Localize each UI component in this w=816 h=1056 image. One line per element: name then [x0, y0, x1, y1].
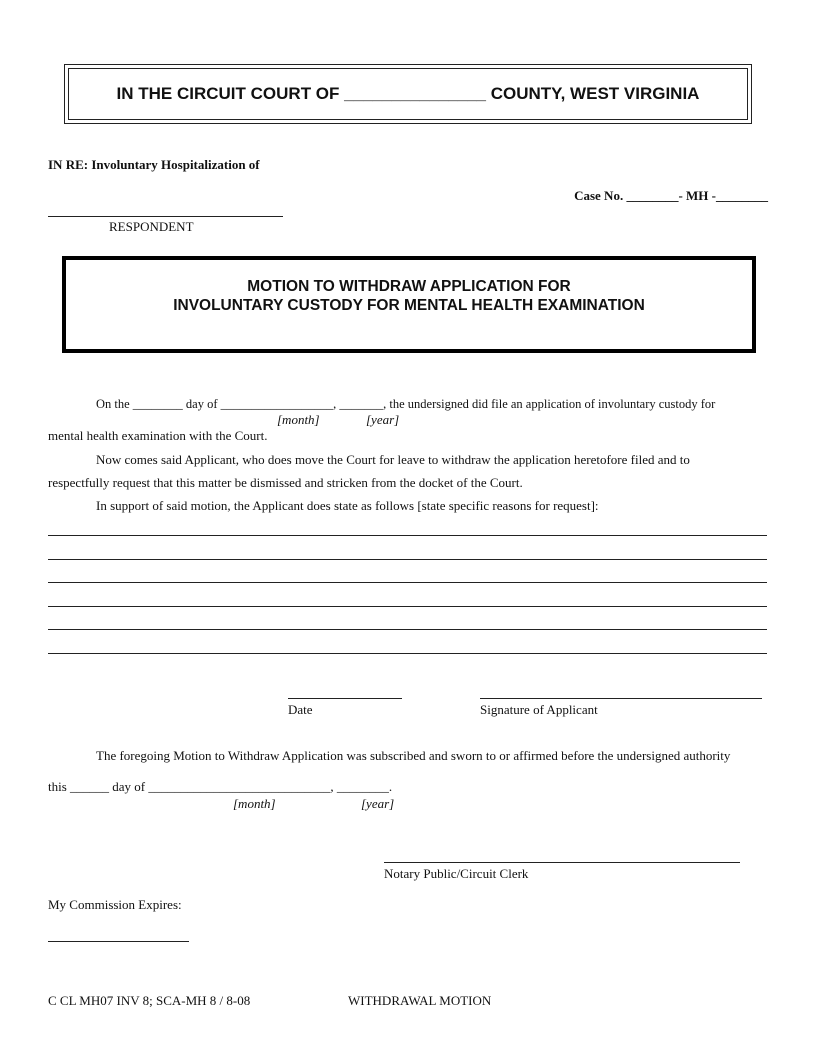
in-re-heading: IN RE: Involuntary Hospitalization of: [48, 157, 260, 172]
motion-paragraph-line-1: Now comes said Applicant, who does move the Court for leave to withdraw the application heretofore filed and to: [96, 452, 690, 467]
notary-label: Notary Public/Circuit Clerk: [384, 866, 529, 881]
form-code: C CL MH07 INV 8; SCA-MH 8 / 8-08: [48, 993, 251, 1008]
notary-month-hint: [month]: [233, 796, 276, 811]
commission-expires-label: My Commission Expires:: [48, 897, 182, 912]
year-hint: [year]: [366, 412, 400, 427]
court-header-box: [64, 64, 752, 124]
case-number-field[interactable]: Case No. ________- MH -________: [574, 188, 768, 203]
filing-statement-line-2: mental health examination with the Court.: [48, 428, 268, 443]
notary-statement: The foregoing Motion to Withdraw Application was subscribed and sworn to or affirmed before the undersigned authority: [96, 748, 731, 763]
reason-line[interactable]: [48, 653, 767, 654]
form-name: WITHDRAWAL MOTION: [348, 993, 492, 1008]
respondent-label: RESPONDENT: [109, 219, 194, 234]
reason-line[interactable]: [48, 606, 767, 607]
filing-statement-line-1: On the ________ day of __________________, _______, the undersigned did file an application of involuntary custody for: [96, 397, 716, 411]
date-signature-line[interactable]: [288, 698, 402, 699]
reason-line[interactable]: [48, 582, 767, 583]
court-header: [68, 68, 748, 120]
motion-paragraph-line-2: respectfully request that this matter be dismissed and stricken from the docket of the Court.: [48, 475, 523, 490]
reasons-intro: In support of said motion, the Applicant does state as follows [state specific reasons for request]:: [96, 498, 599, 513]
applicant-signature-line[interactable]: [480, 698, 762, 699]
court-right-text: COUNTY, WEST VIRGINIA: [490, 84, 700, 103]
motion-title-box: [62, 256, 756, 353]
notary-signature-line[interactable]: [384, 862, 740, 863]
reason-line[interactable]: [48, 535, 767, 536]
reason-line[interactable]: [48, 629, 767, 630]
date-label: Date: [288, 702, 313, 717]
notary-date-line[interactable]: this ______ day of ____________________________, ________.: [48, 779, 393, 794]
title-line-1: MOTION TO WITHDRAW APPLICATION FOR: [247, 278, 571, 295]
month-hint: [month]: [277, 412, 320, 427]
respondent-name-line[interactable]: [48, 216, 283, 217]
court-left-text: IN THE CIRCUIT COURT OF: [116, 84, 340, 103]
county-blank[interactable]: _______________: [344, 84, 486, 103]
applicant-signature-label: Signature of Applicant: [480, 702, 598, 717]
reason-line[interactable]: [48, 559, 767, 560]
title-line-2: INVOLUNTARY CUSTODY FOR MENTAL HEALTH EXAMINATION: [173, 297, 645, 314]
motion-title: [66, 277, 752, 315]
commission-expires-line[interactable]: [48, 941, 189, 942]
notary-year-hint: [year]: [361, 796, 395, 811]
